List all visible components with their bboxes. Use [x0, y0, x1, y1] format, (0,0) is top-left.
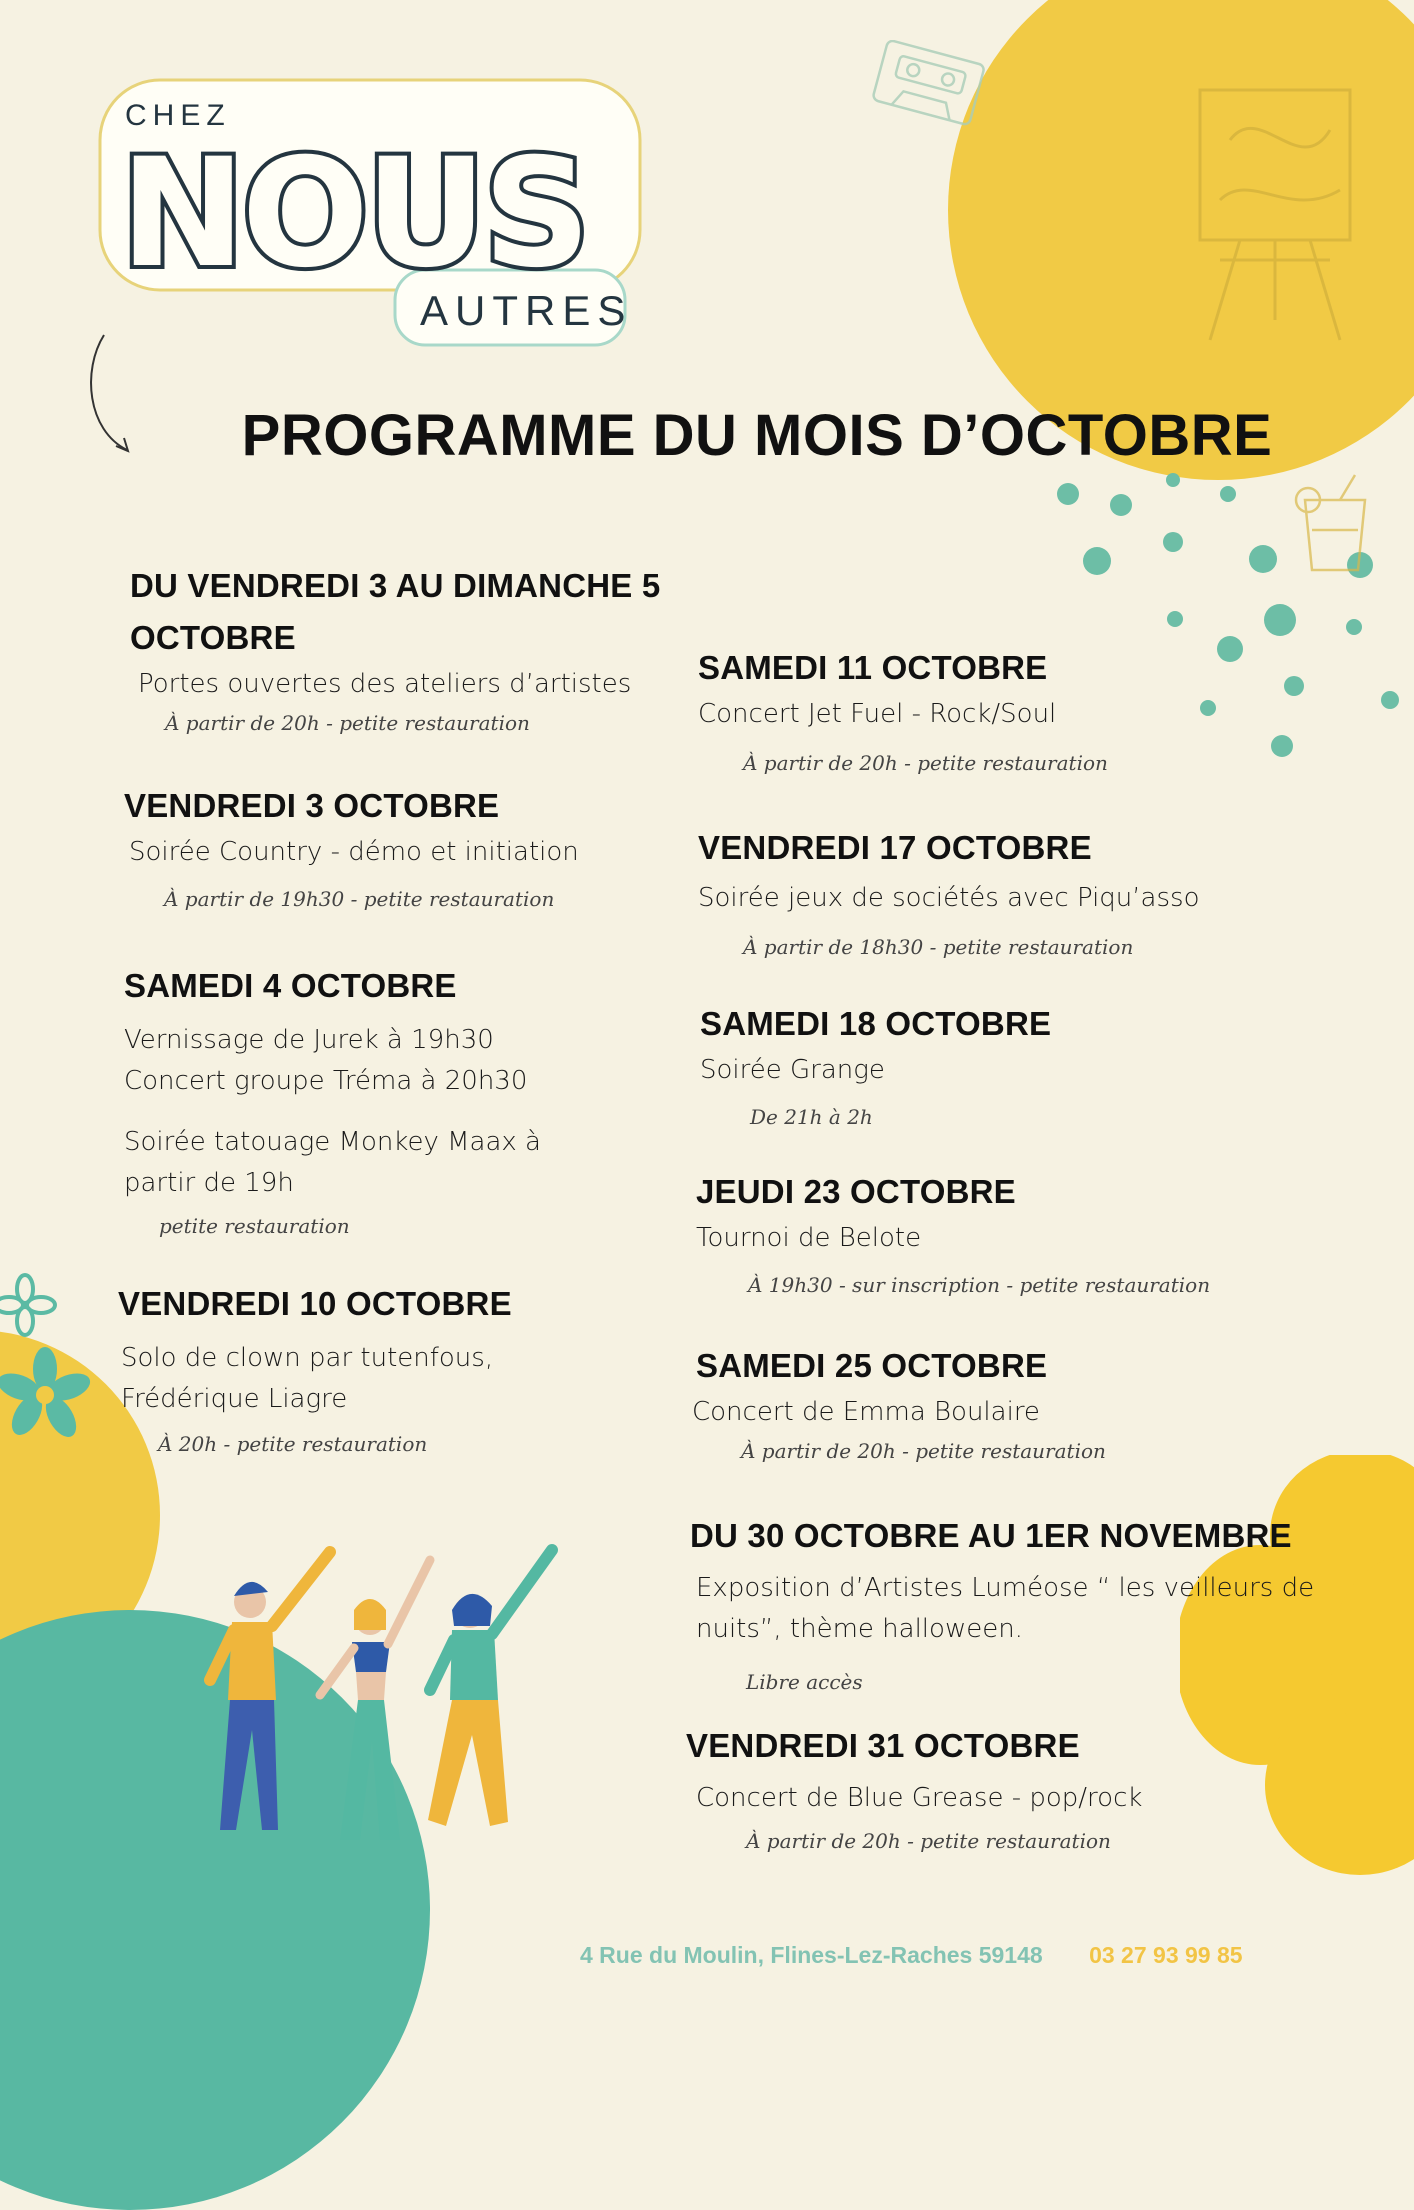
event-note: À partir de 19h30 - petite restauration [164, 887, 555, 911]
event-description: Exposition d’Artistes Luméose “ les veilleurs de [696, 1573, 1315, 1603]
event-date: DU 30 OCTOBRE AU 1ER NOVEMBRE [690, 1517, 1292, 1554]
event-6 [698, 822, 1199, 959]
event-description-2: Concert groupe Tréma à 20h30 [124, 1066, 528, 1096]
logo-main-text: NOUS [120, 127, 587, 301]
event-description: Concert de Blue Grease - pop/rock [696, 1783, 1143, 1813]
easel-icon [1180, 60, 1390, 350]
footer-address: 4 Rue du Moulin, Flines-Lez-Raches 59148 [580, 1942, 1043, 1968]
event-description: Tournoi de Belote [696, 1223, 922, 1253]
event-description-3: Soirée tatouage Monkey Maax à [124, 1127, 541, 1157]
event-7 [700, 998, 1051, 1129]
event-note: À partir de 20h - petite restauration [743, 751, 1108, 775]
event-date: JEUDI 23 OCTOBRE [696, 1173, 1016, 1210]
footer [580, 1942, 1243, 1969]
event-description-4: partir de 19h [124, 1168, 294, 1198]
logo [95, 70, 645, 370]
cocktail-icon [1280, 470, 1390, 590]
event-note: À partir de 20h - petite restauration [741, 1439, 1106, 1463]
event-9 [692, 1340, 1106, 1463]
event-date: SAMEDI 18 OCTOBRE [700, 1005, 1052, 1042]
event-note: De 21h à 2h [750, 1105, 873, 1129]
event-description-2: Frédérique Liagre [121, 1384, 348, 1414]
page-title: PROGRAMME DU MOIS D’OCTOBRE [241, 403, 1273, 468]
event-date: SAMEDI 11 OCTOBRE [698, 649, 1048, 686]
footer-phone: 03 27 93 99 85 [1089, 1942, 1243, 1968]
event-description: Soirée Grange [700, 1055, 885, 1085]
cassette-icon [870, 40, 990, 130]
event-10 [690, 1510, 1314, 1694]
event-date: VENDREDI 17 OCTOBRE [698, 829, 1092, 866]
teal-flower-icon [0, 1270, 110, 1440]
event-date: VENDREDI 31 OCTOBRE [686, 1727, 1080, 1764]
event-note: À partir de 20h - petite restauration [165, 711, 530, 735]
event-3 [124, 960, 541, 1238]
event-date: SAMEDI 25 OCTOBRE [696, 1347, 1048, 1384]
event-2 [124, 780, 579, 911]
event-description: Soirée jeux de sociétés avec Piqu’asso [698, 883, 1200, 913]
event-note: À 19h30 - sur inscription - petite restauration [748, 1273, 1211, 1297]
event-description: Concert de Emma Boulaire [692, 1397, 1040, 1427]
dancers-illustration [180, 1530, 580, 1860]
event-note: À partir de 20h - petite restauration [746, 1829, 1111, 1853]
event-11 [686, 1720, 1142, 1853]
event-description: Solo de clown par tutenfous, [121, 1343, 494, 1373]
event-5 [698, 642, 1108, 775]
event-note: À partir de 18h30 - petite restauration [743, 935, 1134, 959]
event-note: petite restauration [159, 1214, 350, 1238]
event-8 [696, 1166, 1210, 1297]
event-description: Vernissage de Jurek à 19h30 [124, 1025, 494, 1055]
logo-top-text: CHEZ [125, 99, 231, 132]
event-1 [130, 560, 660, 735]
event-description: Portes ouvertes des ateliers d’artistes [138, 669, 632, 699]
event-note: À 20h - petite restauration [158, 1432, 428, 1456]
event-date: VENDREDI 3 OCTOBRE [124, 787, 500, 824]
event-note: Libre accès [746, 1670, 863, 1694]
event-description: Concert Jet Fuel - Rock/Soul [698, 699, 1057, 729]
logo-bottom-text: AUTRES [420, 287, 633, 334]
event-description-2: nuits”, thème halloween. [696, 1614, 1023, 1644]
event-date-continued: OCTOBRE [130, 619, 296, 656]
event-date: SAMEDI 4 OCTOBRE [124, 967, 457, 1004]
event-description: Soirée Country - démo et initiation [129, 837, 579, 867]
event-date: DU VENDREDI 3 AU DIMANCHE 5 [130, 567, 661, 604]
event-4 [118, 1278, 512, 1456]
event-date: VENDREDI 10 OCTOBRE [118, 1285, 512, 1322]
